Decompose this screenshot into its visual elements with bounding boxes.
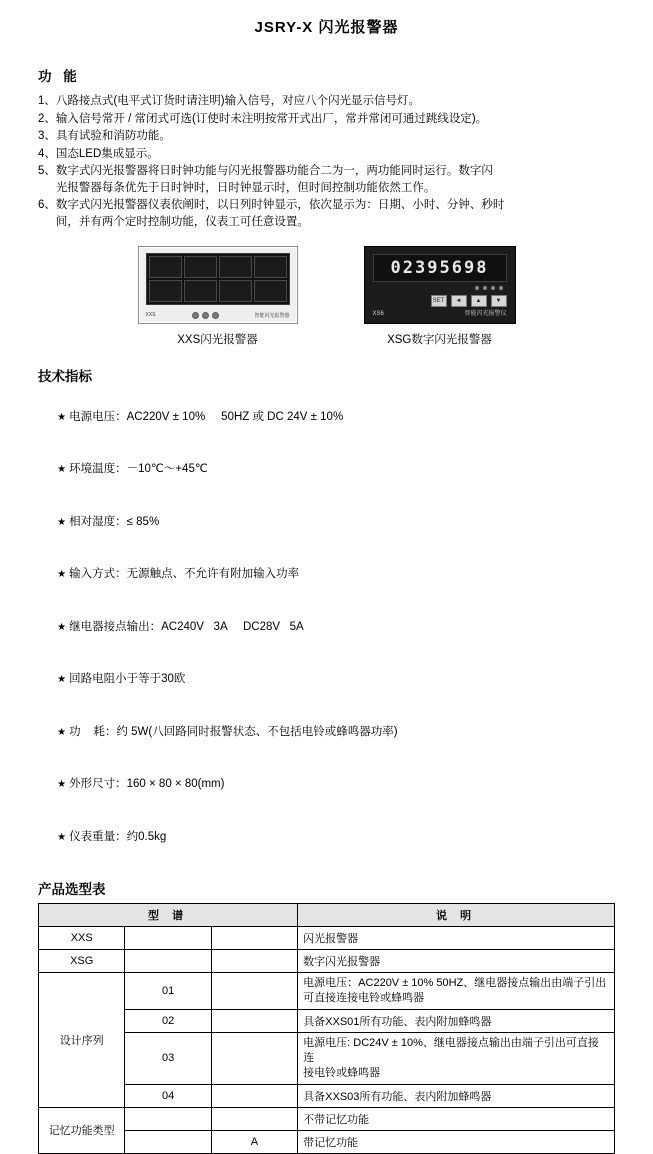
star-icon: ★ <box>57 674 67 685</box>
list-item-number: 3、 <box>38 130 56 142</box>
led-indicator-icon <box>192 312 199 319</box>
spec-item <box>38 601 615 654</box>
spec-item <box>38 496 615 549</box>
star-icon: ★ <box>57 411 67 423</box>
table-row <box>39 1130 615 1153</box>
xsg-alarm-panel <box>364 246 516 324</box>
xsg-button-row <box>373 295 507 307</box>
cell-description-line: 接电铃或蜂鸣器 <box>303 1066 381 1079</box>
cell-memory-code <box>211 1107 297 1130</box>
spec-item <box>38 811 615 864</box>
xsg-button-down[interactable]: ▼ <box>491 295 507 307</box>
cell-memory-code <box>211 949 297 972</box>
cell-description: 具备XXS01所有功能、表内附加蜂鸣器 <box>298 1009 615 1032</box>
xxs-panel-footer <box>146 309 290 321</box>
list-item-line: 数字式闪光报警器仪表依阐时，以日列时钟显示，依次显示为：日期、小时、分钟、秒时 <box>55 199 505 211</box>
page-title: JSRY-X 闪光报警器 <box>254 19 399 36</box>
list-item <box>38 146 615 163</box>
spec-item-text: 电源电压：AC220V ± 10% 50HZ 或 DC 24V ± 10% <box>69 410 344 423</box>
spec-item-text: 输入方式：无源触点、不允许有附加输入功率 <box>69 568 300 580</box>
cell-series-code <box>125 926 211 949</box>
status-dot-icon <box>499 286 503 290</box>
xsg-panel-footer <box>373 308 507 317</box>
cell-series-code <box>125 949 211 972</box>
document-page <box>0 16 653 1149</box>
xxs-sub-label: 智能闪光报警器 <box>254 312 290 319</box>
spec-item <box>38 654 615 707</box>
list-item <box>38 197 615 230</box>
list-item <box>38 163 615 196</box>
device-xsg <box>364 246 516 347</box>
cell-description-line: 电源电压：AC220V ± 10% 50HZ、继电器接点输出由端子引出 <box>303 976 607 989</box>
cell-series-code: 01 <box>125 972 211 1009</box>
xsg-button-set[interactable]: SET <box>431 295 447 307</box>
spec-item-text: 继电器接点输出：AC240V 3A DC28V 5A <box>69 620 304 633</box>
list-item-line: 光报警器每条优先于日时钟时，日时钟显示时，但时间控制功能依然工作。 <box>55 181 436 194</box>
star-icon: ★ <box>57 779 67 790</box>
spec-item-text: 环境温度：－10℃～+45℃ <box>69 463 208 475</box>
list-item-number: 5、 <box>38 165 56 177</box>
spec-item <box>38 759 615 812</box>
lamp-cell <box>149 280 182 302</box>
list-item-line: 数字式闪光报警器将日时钟功能与闪光报警器功能合二为一，两功能同时运行。数字闪 <box>55 165 493 177</box>
star-icon: ★ <box>57 831 67 843</box>
cell-description: 不带记忆功能 <box>298 1107 615 1130</box>
status-dot-icon <box>483 286 487 290</box>
status-dot-icon <box>491 286 495 290</box>
xxs-alarm-panel <box>138 246 298 324</box>
cell-description <box>298 1032 615 1084</box>
list-item-line: 具有试验和消防功能。 <box>55 130 171 142</box>
spec-item-text: 相对湿度：≤ 85% <box>69 515 160 528</box>
lamp-cell <box>219 280 252 302</box>
status-dot-icon <box>475 286 479 290</box>
cell-series-code: 02 <box>125 1009 211 1032</box>
product-section-heading: 产品选型表 <box>38 881 106 897</box>
star-icon: ★ <box>57 464 67 475</box>
cell-series-code <box>125 1107 211 1130</box>
led-indicator-icon <box>202 312 209 319</box>
tech-spec-list <box>38 391 615 864</box>
list-item-number: 4、 <box>38 147 56 160</box>
xsg-button-up[interactable]: ▲ <box>471 295 487 307</box>
lamp-cell <box>149 256 182 278</box>
star-icon: ★ <box>57 621 67 633</box>
list-item-text <box>56 163 615 196</box>
xxs-brand-label: XXS <box>145 312 156 318</box>
cell-memory-code <box>211 926 297 949</box>
cell-memory-code <box>211 972 297 1009</box>
cell-memory-code <box>211 1084 297 1107</box>
star-icon: ★ <box>57 569 67 580</box>
list-item-text <box>56 197 615 230</box>
device-images <box>38 246 615 347</box>
list-item-text <box>56 93 615 110</box>
list-item-line: 八路接点式(电平式订货时请注明)输入信号，对应八个闪光显示信号灯。 <box>55 95 421 107</box>
table-header-row <box>39 903 615 926</box>
cell-series-code: 04 <box>125 1084 211 1107</box>
table-row <box>39 1107 615 1130</box>
xsg-button-left[interactable]: ◄ <box>451 295 467 307</box>
xsg-brand-label: XS6 <box>372 311 384 317</box>
cell-model-code: XXS <box>39 926 125 949</box>
lamp-cell <box>184 256 217 278</box>
spec-item-text: 回路电阻小于等于30欧 <box>69 673 186 685</box>
spec-item <box>38 391 615 444</box>
list-item-number: 6、 <box>38 199 56 211</box>
cell-series-code <box>125 1130 211 1153</box>
cell-memory-code <box>211 1032 297 1084</box>
table-row <box>39 972 615 1009</box>
lamp-cell <box>219 256 252 278</box>
list-item-line: 间，并有两个定时控制功能，仪表工可任意设置。 <box>55 215 309 228</box>
cell-description: 带记忆功能 <box>298 1130 615 1153</box>
xxs-lamp-grid <box>146 253 290 305</box>
list-item-line: 国态LED集成显示。 <box>55 147 159 160</box>
cell-group-label-memory-type: 记忆功能类型 <box>39 1107 125 1153</box>
list-item <box>38 111 615 128</box>
xsg-sub-label: 智能闪光报警仪 <box>464 311 507 317</box>
star-icon: ★ <box>57 726 67 738</box>
cell-description: 具备XXS03所有功能、表内附加蜂鸣器 <box>298 1084 615 1107</box>
spec-item-text: 仪表重量：约0.5kg <box>69 830 167 843</box>
cell-description-line: 电源电压: DC24V ± 10%、继电器接点输出由端子引出可直接连 <box>303 1036 599 1064</box>
list-item-text <box>56 146 615 163</box>
table-row <box>39 1084 615 1107</box>
cell-description: 闪光报警器 <box>298 926 615 949</box>
column-header-model: 型 谱 <box>39 903 298 926</box>
cell-memory-code <box>211 1009 297 1032</box>
cell-group-label-design-series: 设计序列 <box>39 972 125 1107</box>
xsg-indicator-row <box>373 282 507 293</box>
led-indicator-icon <box>212 312 219 319</box>
cell-series-code: 03 <box>125 1032 211 1084</box>
cell-description: 数字闪光报警器 <box>298 949 615 972</box>
xxs-led-row <box>192 312 219 319</box>
cell-description <box>298 972 615 1009</box>
xsg-digital-display: 02395698 <box>373 254 507 282</box>
table-row <box>39 1009 615 1032</box>
lamp-cell <box>184 280 217 302</box>
list-item-number: 1、 <box>38 95 56 107</box>
tech-section-heading: 技术指标 <box>38 369 92 384</box>
table-row <box>39 949 615 972</box>
device-caption: XXS闪光报警器 <box>177 334 258 346</box>
spec-item-text: 功 耗：约 5W(八回路同时报警状态、不包括电铃或蜂鸣器功率) <box>69 725 398 738</box>
product-selection-table <box>38 903 615 1154</box>
function-list <box>38 93 615 230</box>
device-caption: XSG数字闪光报警器 <box>387 334 492 346</box>
cell-model-code: XSG <box>39 949 125 972</box>
cell-memory-code: A <box>211 1130 297 1153</box>
cell-description-line: 可直接连接电铃或蜂鸣器 <box>303 991 425 1004</box>
device-xxs <box>138 246 298 347</box>
spec-item <box>38 706 615 759</box>
table-row <box>39 926 615 949</box>
star-icon: ★ <box>57 516 67 528</box>
spec-item <box>38 549 615 602</box>
table-row <box>39 1032 615 1084</box>
list-item-line: 输入信号常开 / 常闭式可选(订使时未注明按常开式出厂，常并常闭可通过跳线设定)。 <box>55 112 488 125</box>
spec-item-text: 外形尺寸：160 × 80 × 80(mm) <box>69 778 225 790</box>
spec-item <box>38 444 615 497</box>
function-section-heading: 功 能 <box>38 69 81 84</box>
list-item-text <box>56 111 615 128</box>
lamp-cell <box>254 280 287 302</box>
lamp-cell <box>254 256 287 278</box>
list-item <box>38 93 615 110</box>
list-item <box>38 128 615 145</box>
column-header-description: 说 明 <box>298 903 615 926</box>
list-item-number: 2、 <box>38 112 56 125</box>
list-item-text <box>56 128 615 145</box>
